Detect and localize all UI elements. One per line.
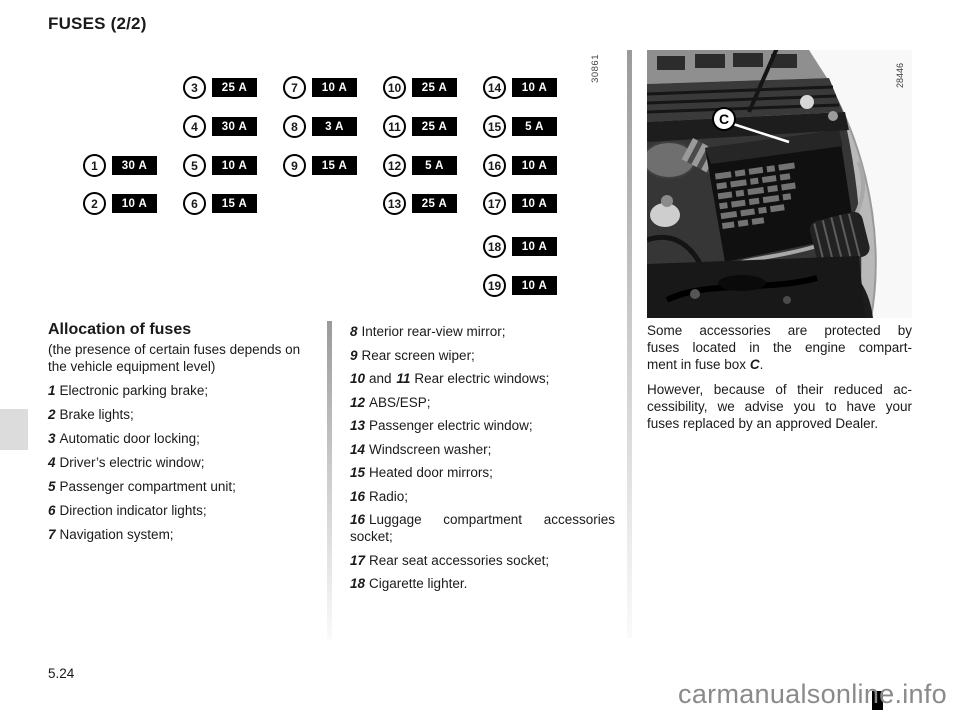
- fuse-14: [483, 76, 557, 99]
- fuse-number-badge: 19: [483, 274, 506, 297]
- fuse-desc-13: 13 Passenger electric window;: [350, 418, 533, 433]
- fuse-number-badge: 6: [183, 192, 206, 215]
- fuse-amp-box: 10 A: [512, 156, 557, 175]
- fuse-amp-box: 30 A: [212, 117, 257, 136]
- note-line: cessibility, we advise you to have your: [647, 399, 912, 414]
- fuse-number-badge: 14: [483, 76, 506, 99]
- fuse-number-badge: 17: [483, 192, 506, 215]
- engine-fusebox-note: [647, 322, 912, 432]
- fuse-5: [183, 154, 257, 177]
- fuse-15: [483, 115, 557, 138]
- figure-number-30861: 30861: [590, 54, 601, 83]
- fuse-amp-box: 15 A: [212, 194, 257, 213]
- column-divider: [627, 50, 632, 638]
- fuse-amp-box: 10 A: [212, 156, 257, 175]
- fuse-number-badge: 10: [383, 76, 406, 99]
- figure-number-28446: 28446: [895, 62, 905, 88]
- fuse-number-badge: 15: [483, 115, 506, 138]
- fuse-19: [483, 274, 557, 297]
- note-line: fuses replaced by an approved Dealer.: [647, 416, 879, 431]
- fuse-desc-6: 6 Direction indicator lights;: [48, 503, 207, 518]
- fuse-amp-box: 3 A: [312, 117, 357, 136]
- allocation-availability-note: (the presence of certain fuses depends on the vehicle equipment level): [48, 342, 301, 374]
- fuse-amp-box: 10 A: [512, 194, 557, 213]
- page-title: FUSES (2/2): [48, 14, 147, 33]
- allocation-middle-column: [350, 323, 615, 599]
- fuse-number-badge: 7: [283, 76, 306, 99]
- fuse-number-badge: 9: [283, 154, 306, 177]
- fuse-number-badge: 2: [83, 192, 106, 215]
- fuse-desc-7: 7 Navigation system;: [48, 527, 174, 542]
- allocation-left-column: [48, 321, 320, 550]
- fuse-4: [183, 115, 257, 138]
- fuse-amp-box: 10 A: [312, 78, 357, 97]
- watermark: carmanualsonline.info: [678, 679, 947, 709]
- fuse-amp-box: 5 A: [412, 156, 457, 175]
- fuse-8: [283, 115, 357, 138]
- fuse-desc-15: 15 Heated door mirrors;: [350, 465, 493, 480]
- fuse-desc-19: 18 Cigarette lighter.: [350, 576, 468, 591]
- engine-compartment-photo: [647, 50, 912, 318]
- fuse-number-badge: 5: [183, 154, 206, 177]
- fuse-7: [283, 76, 357, 99]
- fuse-desc-3: 3 Automatic door locking;: [48, 431, 200, 446]
- fuse-number-badge: 3: [183, 76, 206, 99]
- fuse-desc-8: 8 Interior rear-view mirror;: [350, 324, 506, 339]
- fuse-1: [83, 154, 157, 177]
- fuse-amp-box: 10 A: [512, 276, 557, 295]
- fuse-2: [83, 192, 157, 215]
- note-line: fuses located in the engine compart-: [647, 340, 912, 355]
- callout-label-c: C: [718, 111, 730, 127]
- fuse-11: [383, 115, 457, 138]
- fuse-number-badge: 13: [383, 192, 406, 215]
- fuse-amp-box: 5 A: [512, 117, 557, 136]
- fuse-number-badge: 18: [483, 235, 506, 258]
- fuse-desc-4: 4 Driver’s electric window;: [48, 455, 205, 470]
- note-line: ment in fuse box C.: [647, 357, 764, 372]
- fuse-number-badge: 1: [83, 154, 106, 177]
- fuse-desc-2: 2 Brake lights;: [48, 407, 134, 422]
- fuse-amp-box: 25 A: [412, 194, 457, 213]
- column-divider: [327, 321, 332, 639]
- fuse-amp-box: 25 A: [412, 117, 457, 136]
- fuse-12: [383, 154, 457, 177]
- fuse-13: [383, 192, 457, 215]
- fuse-amp-box: 15 A: [312, 156, 357, 175]
- section-index-tab: [0, 409, 28, 450]
- fuse-desc-18: 17 Rear seat accessories socket;: [350, 552, 550, 568]
- fuse-desc-14: 14 Windscreen washer;: [350, 441, 492, 457]
- fuse-16: [483, 154, 557, 177]
- fuse-desc-16: 16 Radio;: [350, 488, 409, 504]
- fuse-number-badge: 16: [483, 154, 506, 177]
- note-line: Some accessories are protected by: [647, 323, 912, 338]
- fuse-6: [183, 192, 257, 215]
- fuse-number-badge: 8: [283, 115, 306, 138]
- fuse-amp-box: 10 A: [112, 194, 157, 213]
- note-line: However, because of their reduced ac-: [647, 382, 912, 397]
- fuse-desc-17: 16 Luggage compartment accessories socket;: [350, 512, 615, 544]
- fuse-desc-12: 12 ABS/ESP;: [350, 394, 431, 410]
- fuse-amp-box: 25 A: [212, 78, 257, 97]
- fuse-amp-box: 30 A: [112, 156, 157, 175]
- fuse-9: [283, 154, 357, 177]
- fuse-amp-box: 25 A: [412, 78, 457, 97]
- page-number: 5.24: [48, 666, 75, 681]
- fuse-17: [483, 192, 557, 215]
- fuse-number-badge: 12: [383, 154, 406, 177]
- allocation-heading: Allocation of fuses: [48, 321, 192, 338]
- fuse-amp-box: 10 A: [512, 78, 557, 97]
- fuse-number-badge: 11: [383, 115, 406, 138]
- fuse-desc-5: 5 Passenger compartment unit;: [48, 479, 236, 494]
- fuse-desc-10-11: 10 and 11 Rear electric windows;: [350, 371, 550, 386]
- fuse-3: [183, 76, 257, 99]
- fuse-desc-9: 9 Rear screen wiper;: [350, 347, 475, 363]
- fuse-amp-box: 10 A: [512, 237, 557, 256]
- fuse-number-badge: 4: [183, 115, 206, 138]
- fuse-desc-1: 1 Electronic parking brake;: [48, 383, 209, 398]
- fuse-10: [383, 76, 457, 99]
- fuse-18: [483, 235, 557, 258]
